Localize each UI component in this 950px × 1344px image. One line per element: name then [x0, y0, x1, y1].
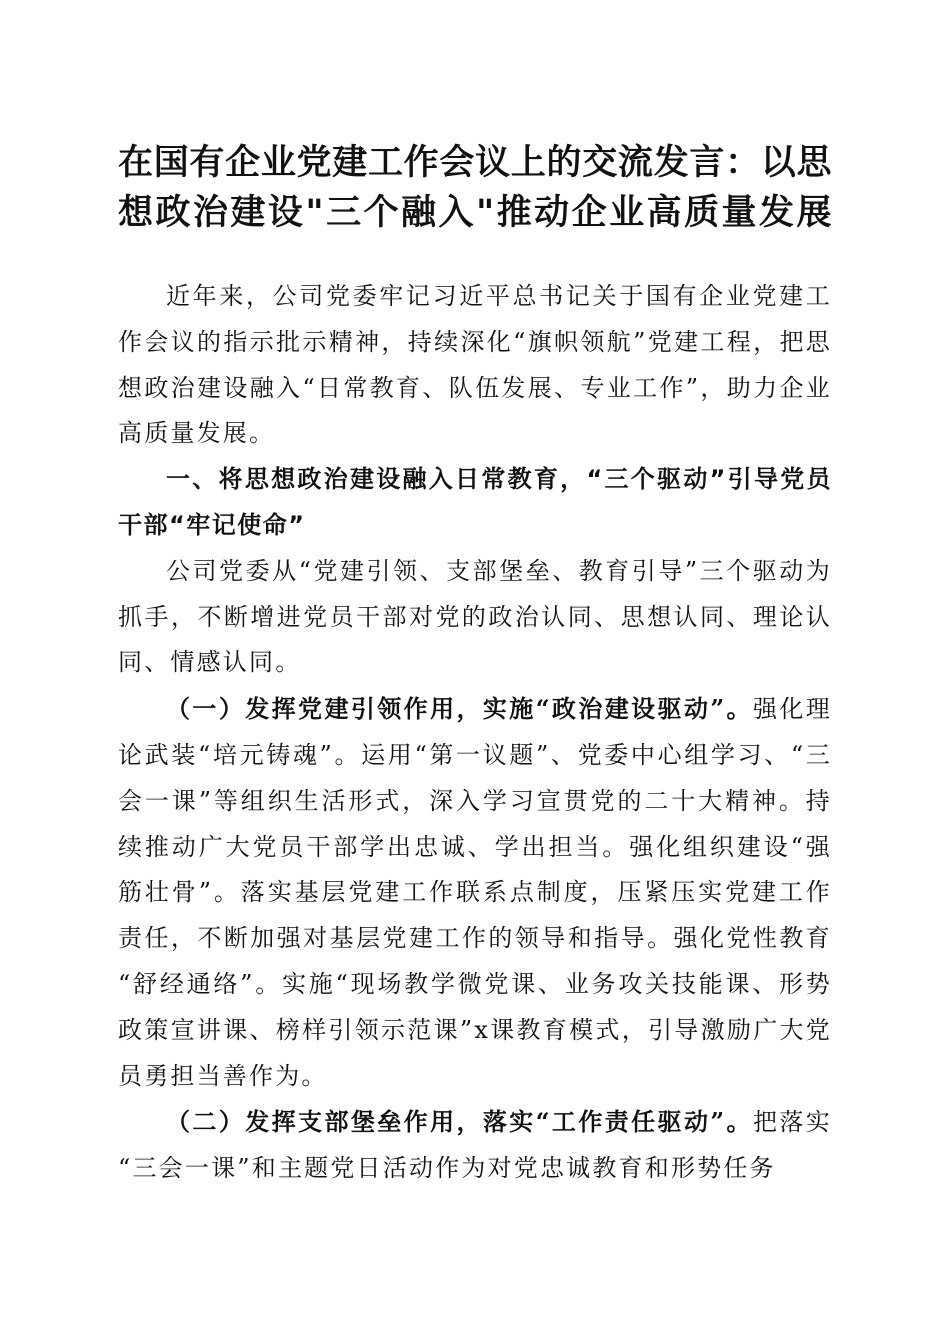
subsection-1-heading: （一）发挥党建引领作用，实施“政治建设驱动”。: [166, 694, 753, 724]
subsection-2-text: 把落实“三会一课”和主题党日活动作为对党忠诚教育和形势任务: [118, 1108, 832, 1183]
subsection-2-heading: （二）发挥支部堡垒作用，落实“工作责任驱动”。: [166, 1107, 753, 1137]
subsection-2-paragraph: [118, 1099, 832, 1192]
section-heading-1: 一、将思想政治建设融入日常教育，“三个驱动”引导党员干部“牢记使命”: [118, 465, 832, 539]
title-line-1: 在国有企业党建工作会议上的交流发言：以思: [118, 142, 832, 183]
intro-paragraph: 近年来，公司党委牢记习近平总书记关于国有企业党建工作会议的指示批示精神，持续深化“旗帜领航”党建工程，把思想政治建设融入“日常教育、队伍发展、专业工作”，助力企业高质量发展。: [118, 282, 832, 448]
document-body: [118, 274, 832, 1192]
title-line-2: 想政治建设"三个融入"推动企业高质量发展: [118, 192, 832, 233]
subsection-1-paragraph: [118, 686, 832, 1099]
document-title: [118, 138, 832, 238]
subsection-1-text: 强化理论武装“培元铸魂”。运用“第一议题”、党委中心组学习、“三会一课”等组织生活形式，深入学习宣贯党的二十大精神。持续推动广大党员干部学出忠诚、学出担当。强化组织建设“强筋壮骨”。落实基层党建工作联系点制度，压紧压实党建工作责任，不断加强对基层党建工作的领导和指导。强化党性教育“舒经通络”。实施“现场教学微党课、业务攻关技能课、形势政策宣讲课、榜样引领示范课”x课教育模式，引导激励广大党员勇担当善作为。: [118, 695, 832, 1090]
section-1-paragraph: 公司党委从“党建引领、支部堡垒、教育引导”三个驱动为抓手，不断增进党员干部对党的政治认同、思想认同、理论认同、情感认同。: [118, 556, 832, 677]
